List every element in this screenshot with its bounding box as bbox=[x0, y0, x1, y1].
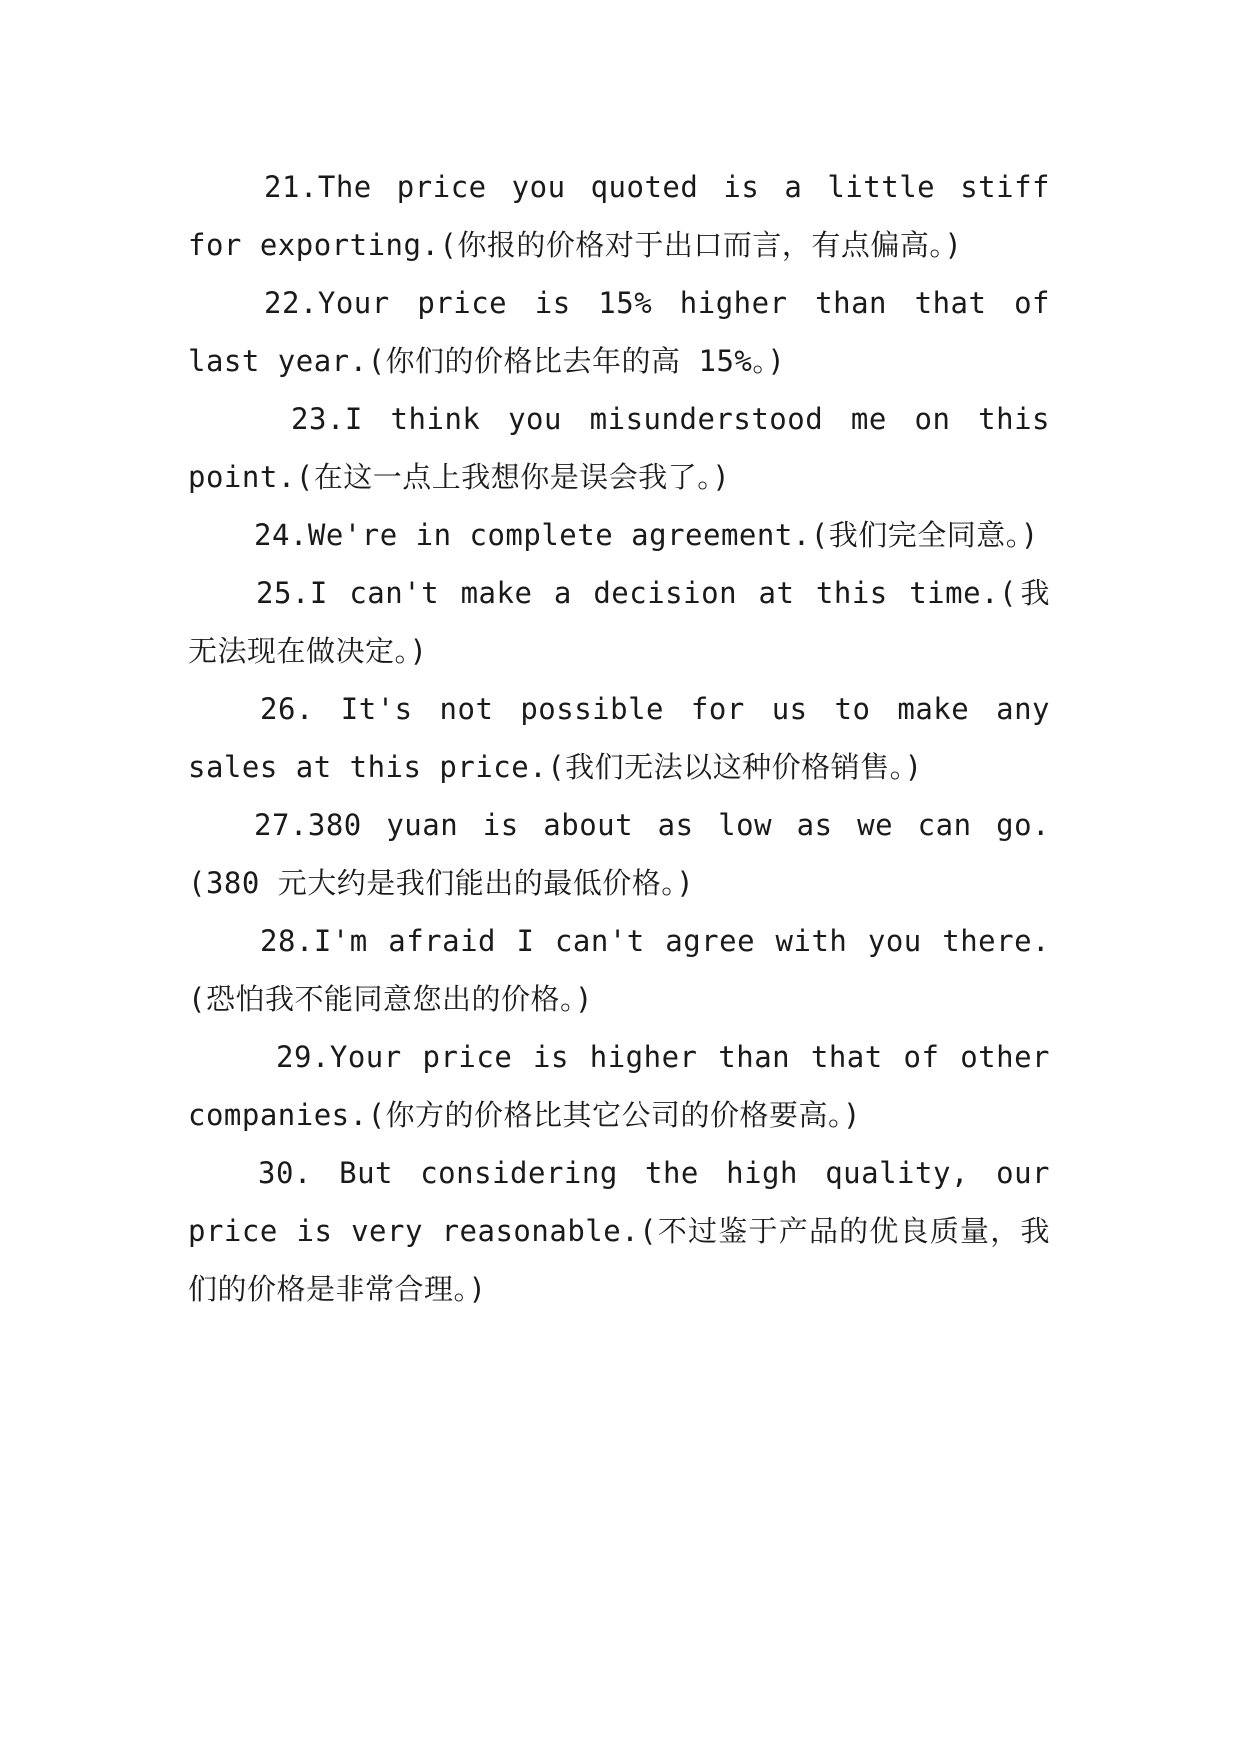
document-body bbox=[188, 158, 1050, 1318]
paragraph-26: 26. It's not possible for us to make any sales at this price.(我们无法以这种价格销售。) bbox=[188, 692, 1050, 784]
paragraph-29: 29.Your price is higher than that of other companies.(你方的价格比其它公司的价格要高。) bbox=[188, 1040, 1050, 1132]
paragraph-27: 27.380 yuan is about as low as we can go.(380 元大约是我们能出的最低价格。) bbox=[188, 808, 1050, 900]
paragraph-24: 24.We're in complete agreement.(我们完全同意。) bbox=[254, 518, 1039, 552]
paragraph-28: 28.I'm afraid I can't agree with you there.(恐怕我不能同意您出的价格。) bbox=[188, 924, 1050, 1016]
paragraph-21: 21.The price you quoted is a little stiff for exporting.(你报的价格对于出口而言，有点偏高。) bbox=[188, 170, 1050, 262]
paragraph-22: 22.Your price is 15% higher than that of last year.(你们的价格比去年的高 15%。) bbox=[188, 286, 1050, 378]
paragraph-23: 23.I think you misunderstood me on this point.(在这一点上我想你是误会我了。) bbox=[188, 402, 1050, 494]
paragraph-25: 25.I can't make a decision at this time.(我无法现在做决定。) bbox=[188, 576, 1050, 668]
paragraph-30: 30. But considering the high quality, our price is very reasonable.(不过鉴于产品的优良质量，我们的价格是非常合理。) bbox=[188, 1156, 1050, 1306]
